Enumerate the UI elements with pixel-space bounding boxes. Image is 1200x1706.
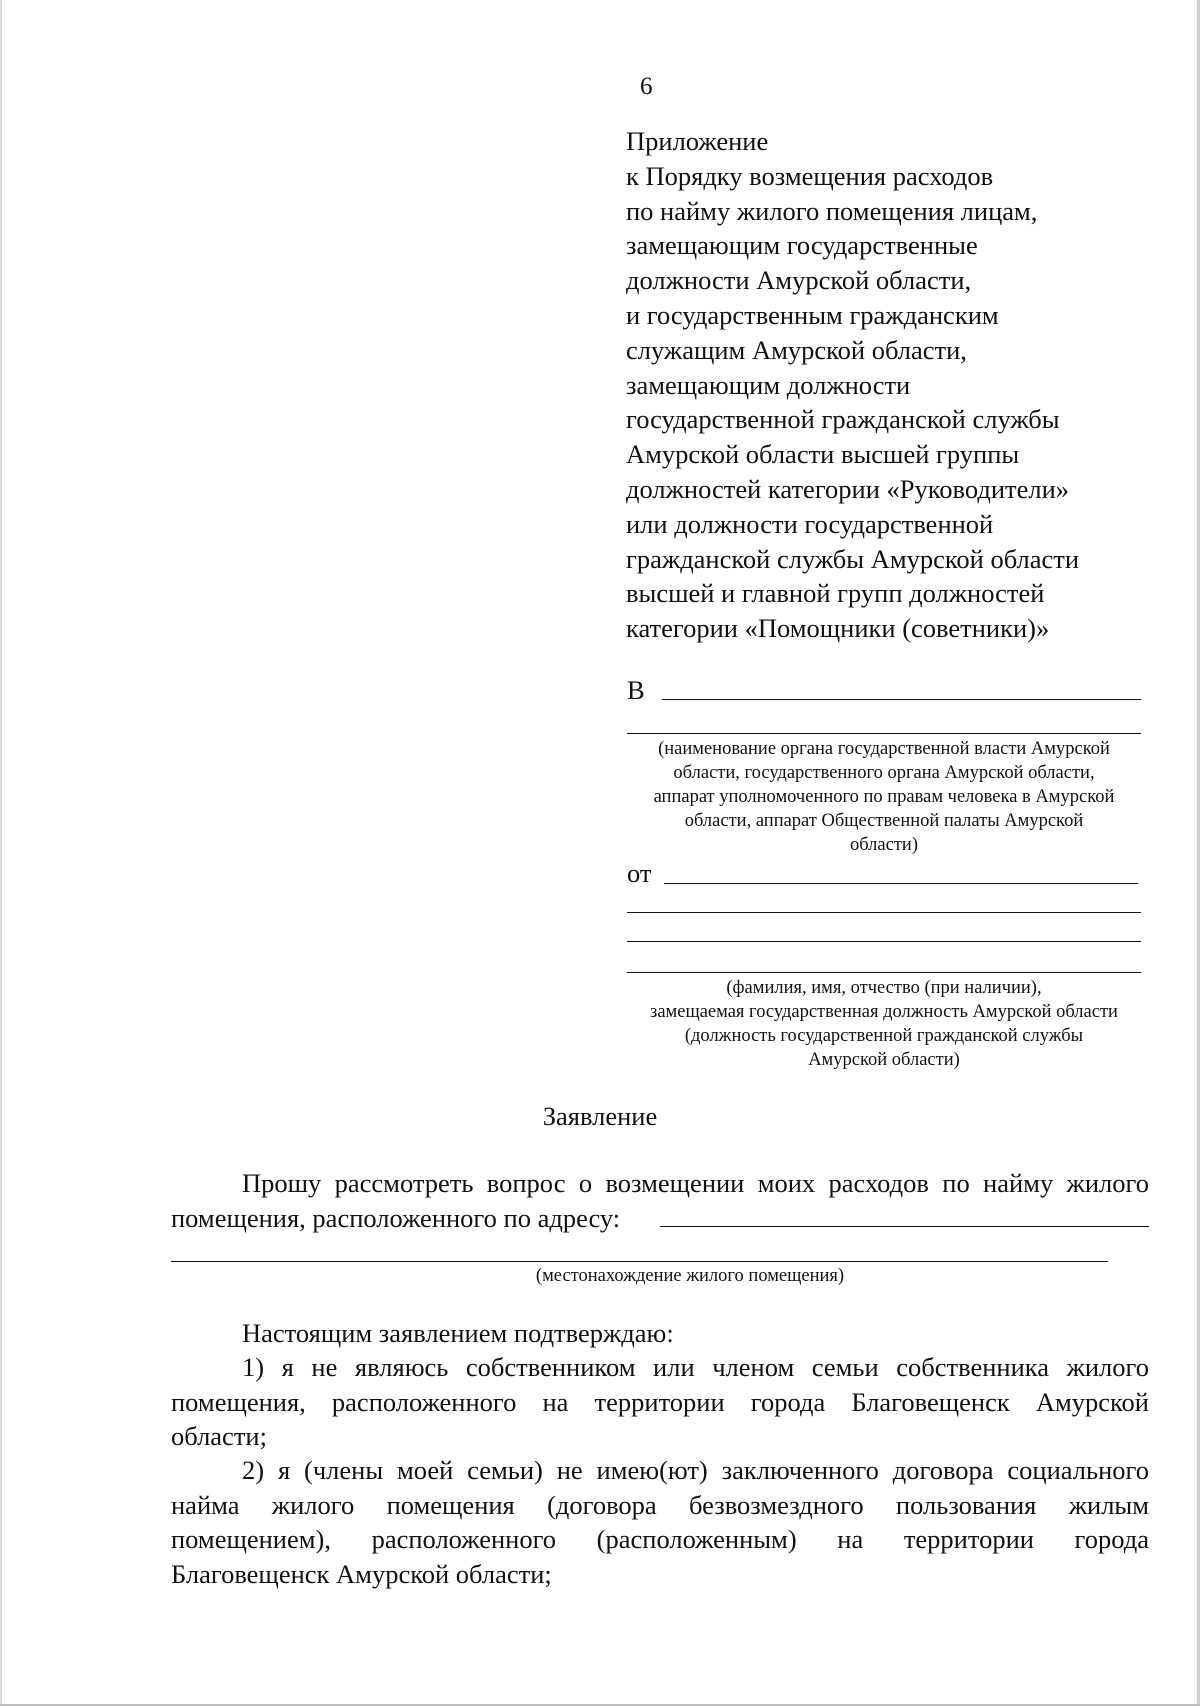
appendix-line: по найму жилого помещения лицам,: [626, 195, 1038, 226]
item-line: найма жилого помещения (договора безвозмездного пользования жилым: [171, 1489, 1149, 1520]
appendix-line: категории «Помощники (советники)»: [626, 613, 1050, 644]
item-line: области;: [171, 1421, 267, 1451]
caption-line: (наименование органа государственной власти Амурской: [658, 739, 1110, 759]
address-blank-line[interactable]: [171, 1261, 1108, 1262]
caption-line: области, государственного органа Амурской области,: [673, 763, 1095, 783]
sender-blank-line[interactable]: [627, 912, 1141, 913]
appendix-line: высшей и главной групп должностей: [626, 578, 1045, 609]
addressee-prefix: В: [627, 675, 645, 705]
item-line: Благовещенск Амурской области;: [171, 1558, 552, 1589]
addressee-caption: [614, 737, 1154, 857]
confirm-intro-line: Настоящим заявлением подтверждаю:: [242, 1318, 674, 1348]
caption-line: области): [849, 835, 918, 855]
caption-line: (фамилия, имя, отчество (при наличии),: [726, 978, 1042, 998]
request-line: Прошу рассмотреть вопрос о возмещении моих расходов по найму жилого: [242, 1168, 1149, 1198]
caption-line: Амурской области): [808, 1050, 960, 1070]
appendix-line: служащим Амурской области,: [626, 334, 967, 365]
sender-blank-line[interactable]: [664, 883, 1138, 884]
caption-line: области, аппарат Общественной палаты Амурской: [684, 811, 1084, 831]
item-line: 1) я не являюсь собственником или членом семьи собственника жилого: [242, 1352, 1149, 1382]
addressee-blank-line[interactable]: [627, 733, 1141, 734]
item-line: помещения, расположенного на территории города Благовещенск Амурской: [171, 1386, 1149, 1417]
item-line: 2) я (члены моей семьи) не имею(ют) заключенного договора социального: [242, 1455, 1149, 1485]
appendix-line: должности Амурской области,: [626, 265, 972, 296]
appendix-line: и государственным гражданским: [626, 299, 999, 330]
sender-caption: [614, 976, 1154, 1072]
addressee-blank-line[interactable]: [662, 699, 1141, 700]
appendix-line: Приложение: [626, 126, 769, 156]
appendix-line: замещающим государственные: [626, 230, 978, 261]
appendix-header: [626, 124, 1079, 646]
sender-prefix: от: [627, 858, 652, 888]
caption-line: аппарат уполномоченного по правам человека в Амурской: [653, 787, 1115, 807]
address-blank-line[interactable]: [660, 1226, 1149, 1227]
request-line: помещения, расположенного по адресу:: [171, 1202, 621, 1233]
request-paragraph: [171, 1166, 1149, 1235]
appendix-line: должностей категории «Руководители»: [626, 473, 1070, 504]
appendix-line: государственной гражданской службы: [626, 404, 1060, 435]
document-title: Заявление: [542, 1101, 658, 1131]
confirm-intro: [171, 1316, 1149, 1351]
page-number: 6: [640, 73, 653, 100]
appendix-line: Амурской области высшей группы: [626, 439, 1020, 470]
caption-line: замещаемая государственная должность Амурской области: [650, 1002, 1118, 1022]
appendix-line: замещающим должности: [626, 369, 911, 400]
appendix-line: или должности государственной: [626, 508, 994, 539]
scan-left-edge: [0, 0, 2, 1706]
confirmation-item-1: [171, 1350, 1149, 1454]
item-line: помещением), расположенного (расположенным) на территории города: [171, 1524, 1149, 1554]
sender-blank-line[interactable]: [627, 972, 1141, 973]
confirmation-item-2: [171, 1453, 1149, 1591]
caption-line: (должность государственной гражданской службы: [684, 1026, 1084, 1046]
appendix-line: гражданской службы Амурской области: [626, 543, 1080, 574]
appendix-line: к Порядку возмещения расходов: [626, 160, 994, 191]
address-caption: (местонахождение жилого помещения): [535, 1266, 845, 1286]
sender-blank-line[interactable]: [627, 941, 1141, 942]
